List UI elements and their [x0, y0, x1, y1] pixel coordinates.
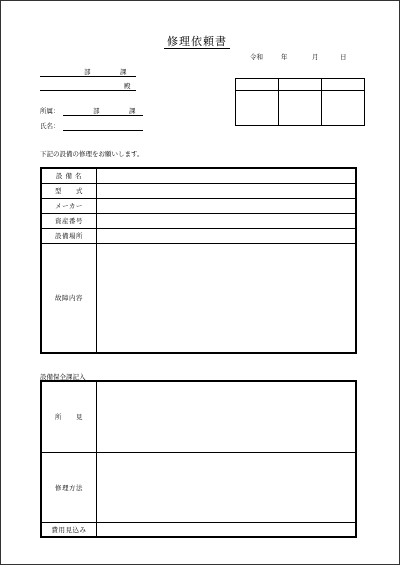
stamp-cell: [322, 91, 365, 126]
date-month: 月: [312, 53, 319, 61]
equipment-row: [41, 228, 356, 243]
equipment-row: [41, 213, 356, 228]
requester-dept: 部: [93, 107, 100, 115]
asset-number-field[interactable]: [97, 213, 357, 228]
model-label: 型 式: [41, 183, 97, 198]
date-day: 日: [340, 53, 347, 61]
stamp-header-cell: [236, 79, 279, 91]
model-field[interactable]: [97, 183, 357, 198]
maintenance-row: [41, 522, 356, 537]
affiliation-label: 所属：: [40, 107, 60, 115]
fault-label: 故障内容: [41, 243, 97, 353]
maker-label: メーカー: [41, 198, 97, 213]
recipient-dept: 部: [84, 68, 91, 76]
repair-method-field[interactable]: [97, 452, 357, 522]
maintenance-row: [41, 381, 356, 452]
requester-section: 課: [129, 107, 136, 115]
location-label: 設備場所: [41, 228, 97, 243]
recipient-honorific: 殿: [124, 82, 131, 90]
maintenance-table: [40, 380, 357, 538]
equipment-row: [41, 243, 356, 353]
recipient-line-1: [40, 76, 136, 77]
maintenance-row: [41, 452, 356, 522]
stamp-header-cell: [279, 79, 322, 91]
intro-text: 下記の設備の修理をお願いします。: [40, 150, 144, 158]
location-field[interactable]: [97, 228, 357, 243]
stamp-cell: [236, 91, 279, 126]
equipment-row: [41, 183, 356, 198]
findings-label: 所 見: [41, 381, 97, 452]
maintenance-section-title: 設備保全課記入: [40, 373, 86, 381]
equipment-row: [41, 168, 356, 183]
stamp-cell: [279, 91, 322, 126]
affiliation-line: [63, 115, 143, 116]
date-era: 令和: [250, 53, 263, 61]
recipient-line-2: [40, 90, 136, 91]
cost-estimate-field[interactable]: [97, 522, 357, 537]
name-label: 氏名：: [40, 122, 60, 130]
form-title: 修理依頼書: [164, 35, 230, 49]
equipment-name-label: 設 備 名: [41, 168, 97, 183]
recipient-section: 課: [120, 68, 127, 76]
name-line: [63, 130, 143, 131]
maker-field[interactable]: [97, 198, 357, 213]
equipment-row: [41, 198, 356, 213]
fault-field[interactable]: [97, 243, 357, 353]
stamp-header-cell: [322, 79, 365, 91]
asset-number-label: 資産番号: [41, 213, 97, 228]
cost-estimate-label: 費用見込み: [41, 522, 97, 537]
date-year: 年: [281, 53, 288, 61]
approval-stamp-grid: [235, 78, 365, 126]
equipment-table: [40, 167, 357, 354]
equipment-name-field[interactable]: [97, 168, 357, 183]
repair-method-label: 修理方法: [41, 452, 97, 522]
findings-field[interactable]: [97, 381, 357, 452]
